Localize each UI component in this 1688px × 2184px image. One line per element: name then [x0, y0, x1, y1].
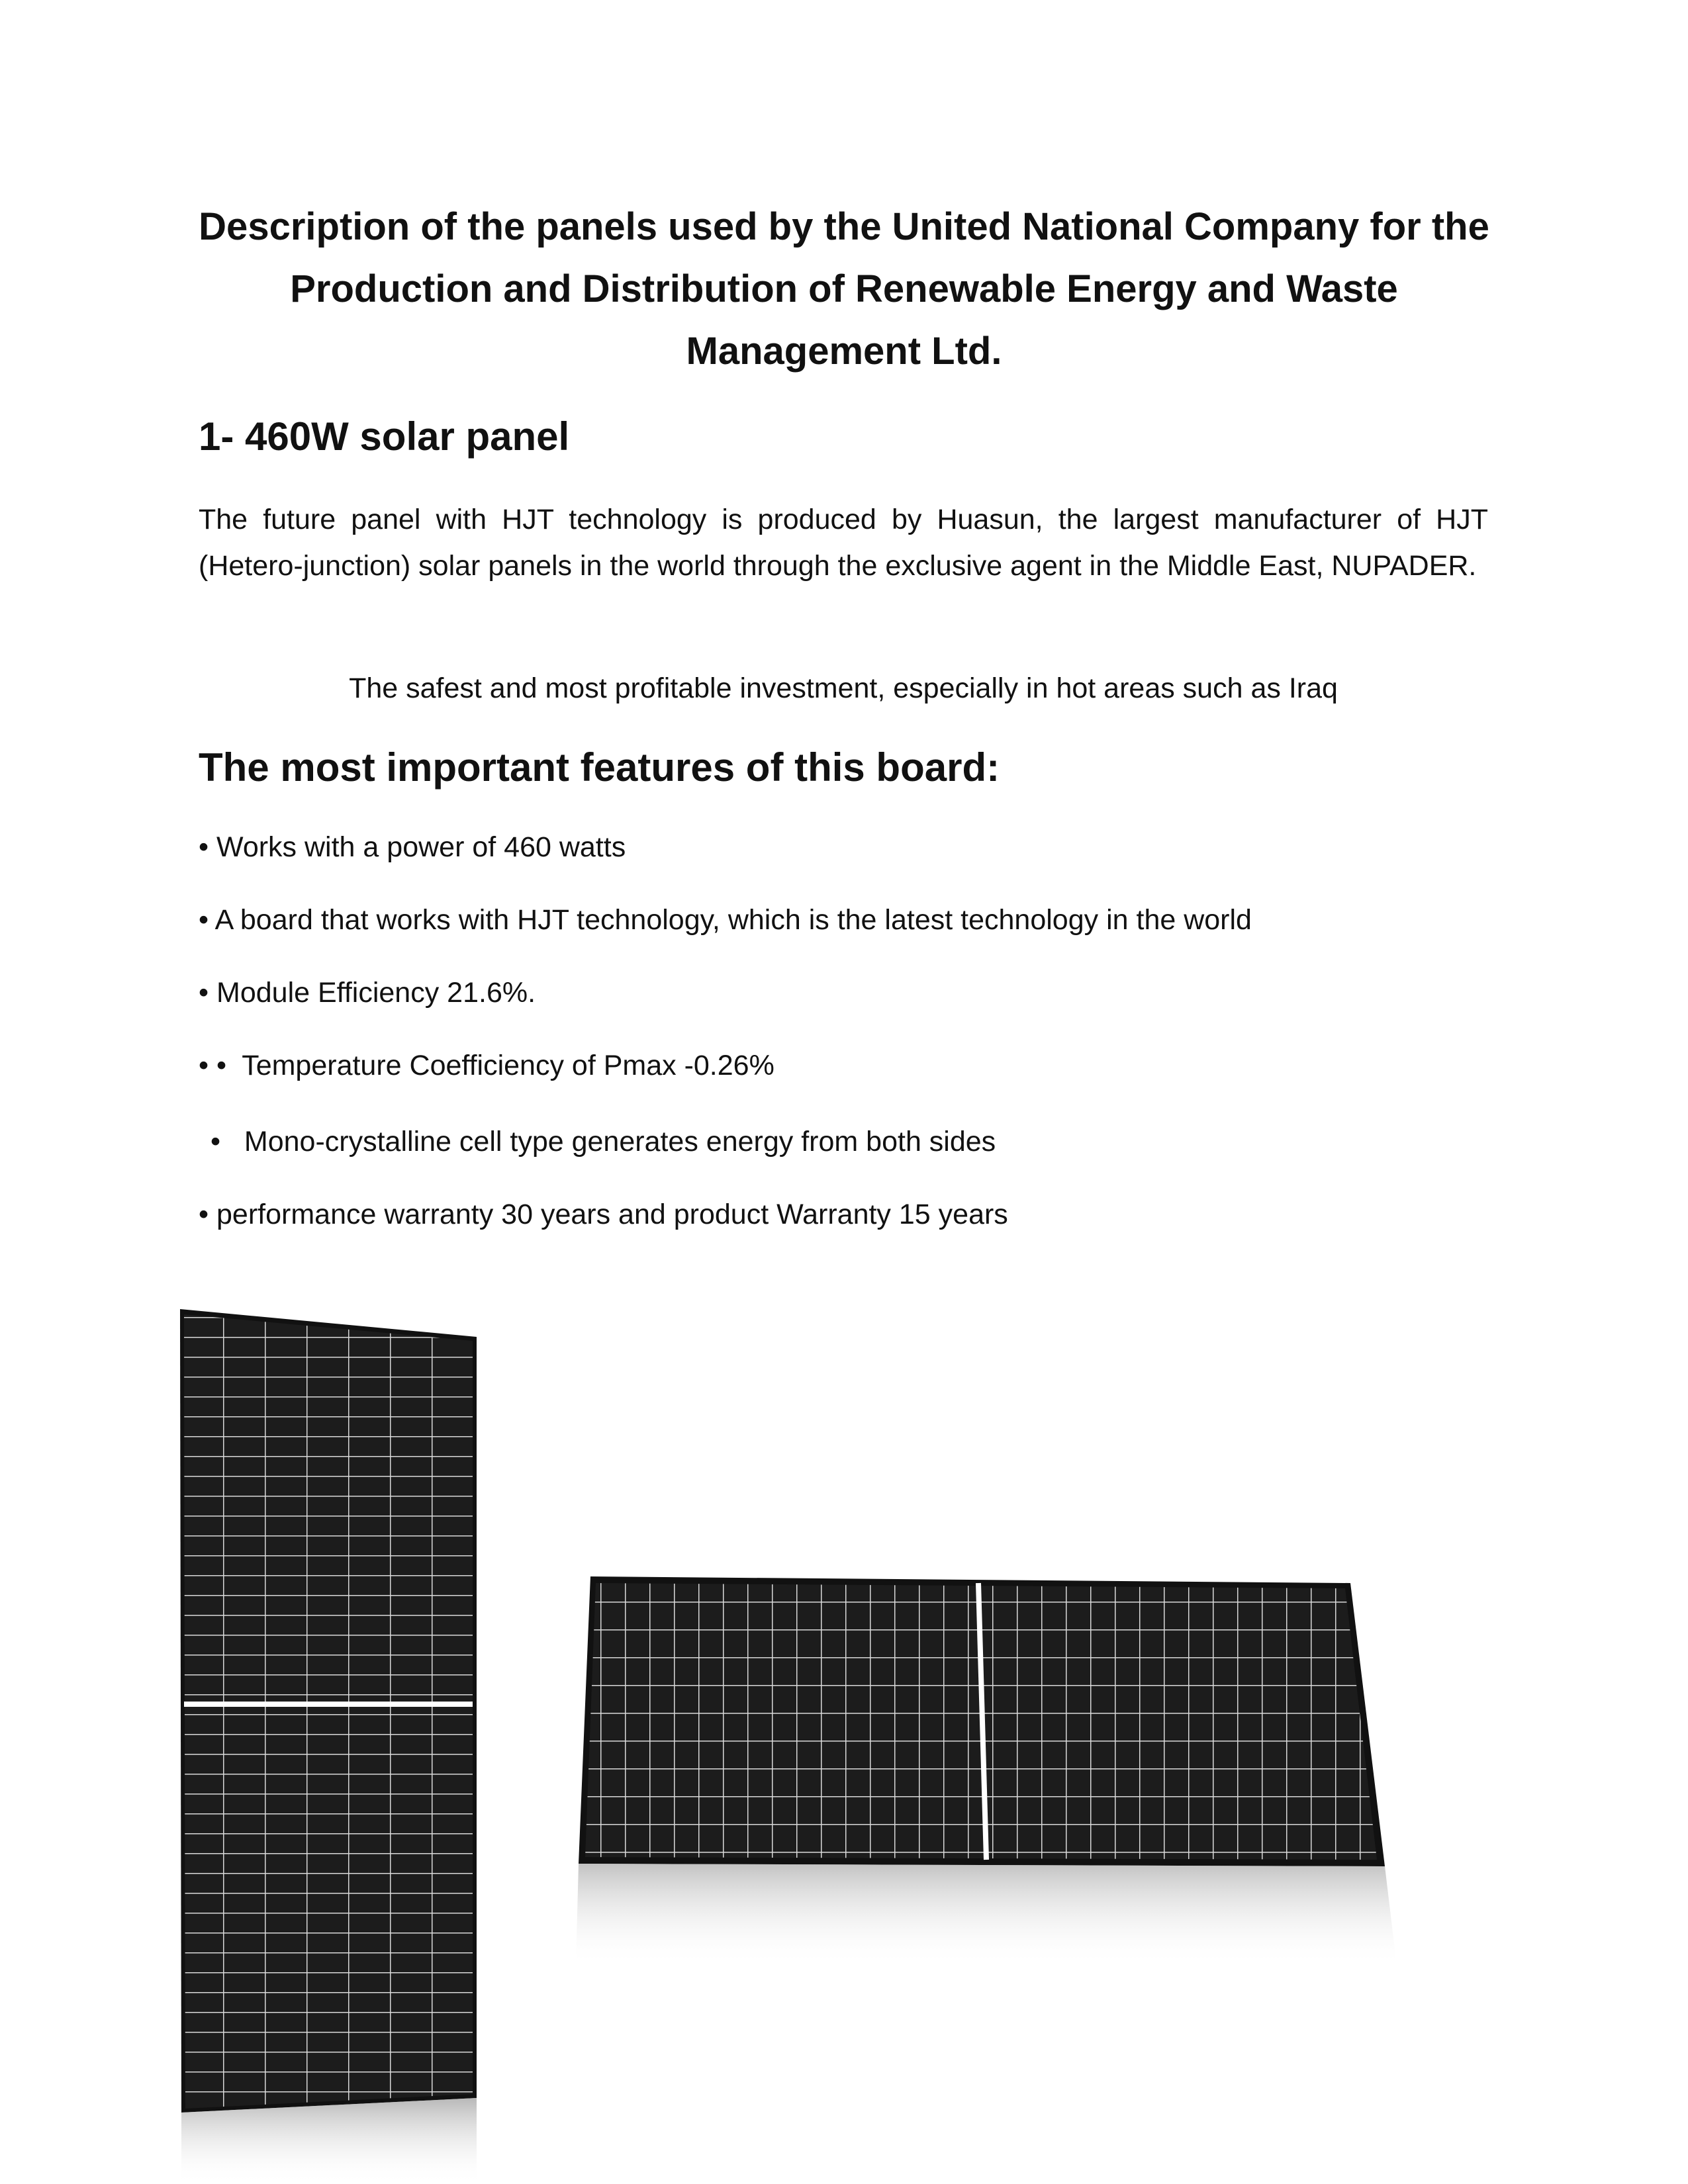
feature-item [199, 1195, 1008, 1234]
section-heading: 1- 460W solar panel [199, 414, 570, 459]
feature-item [199, 827, 626, 867]
feature-text: Module Efficiency 21.6%. [216, 977, 536, 1009]
bullet: • [199, 977, 209, 1009]
feature-text: Mono-crystalline cell type generates energy from both sides [244, 1126, 996, 1158]
bullet: • [199, 1199, 209, 1230]
bullet: • [199, 831, 209, 863]
tagline: The safest and most profitable investment, especially in hot areas such as Iraq [349, 672, 1338, 704]
intro-paragraph: The future panel with HJT technology is produced by Huasun, the largest manufacturer of HJT (Hetero-junction) solar panels in the world through the exclusive agent in the Middle East, NUPADER. [199, 504, 1488, 582]
bullet: • • [199, 1050, 227, 1081]
solar-panel-landscape-image [576, 1569, 1403, 1966]
feature-text: Temperature Coefficiency of Pmax -0.26% [242, 1050, 774, 1081]
feature-item [211, 1122, 996, 1161]
feature-text: performance warranty 30 years and product Warranty 15 years [216, 1199, 1008, 1230]
bullet: • [211, 1126, 221, 1158]
feature-text: A board that works with HJT technology, which is the latest technology in the world [214, 904, 1252, 936]
document-title: Description of the panels used by the United National Company for the Production and Distribution of Renewable Energy and Waste Management Ltd. [199, 205, 1489, 373]
features-heading: The most important features of this board: [199, 745, 1000, 790]
bullet: • [199, 904, 209, 936]
feature-item [199, 900, 1252, 940]
feature-text: Works with a power of 460 watts [216, 831, 626, 863]
feature-item [199, 1046, 774, 1085]
solar-panel-portrait-image [172, 1297, 490, 2184]
feature-item [199, 973, 536, 1013]
